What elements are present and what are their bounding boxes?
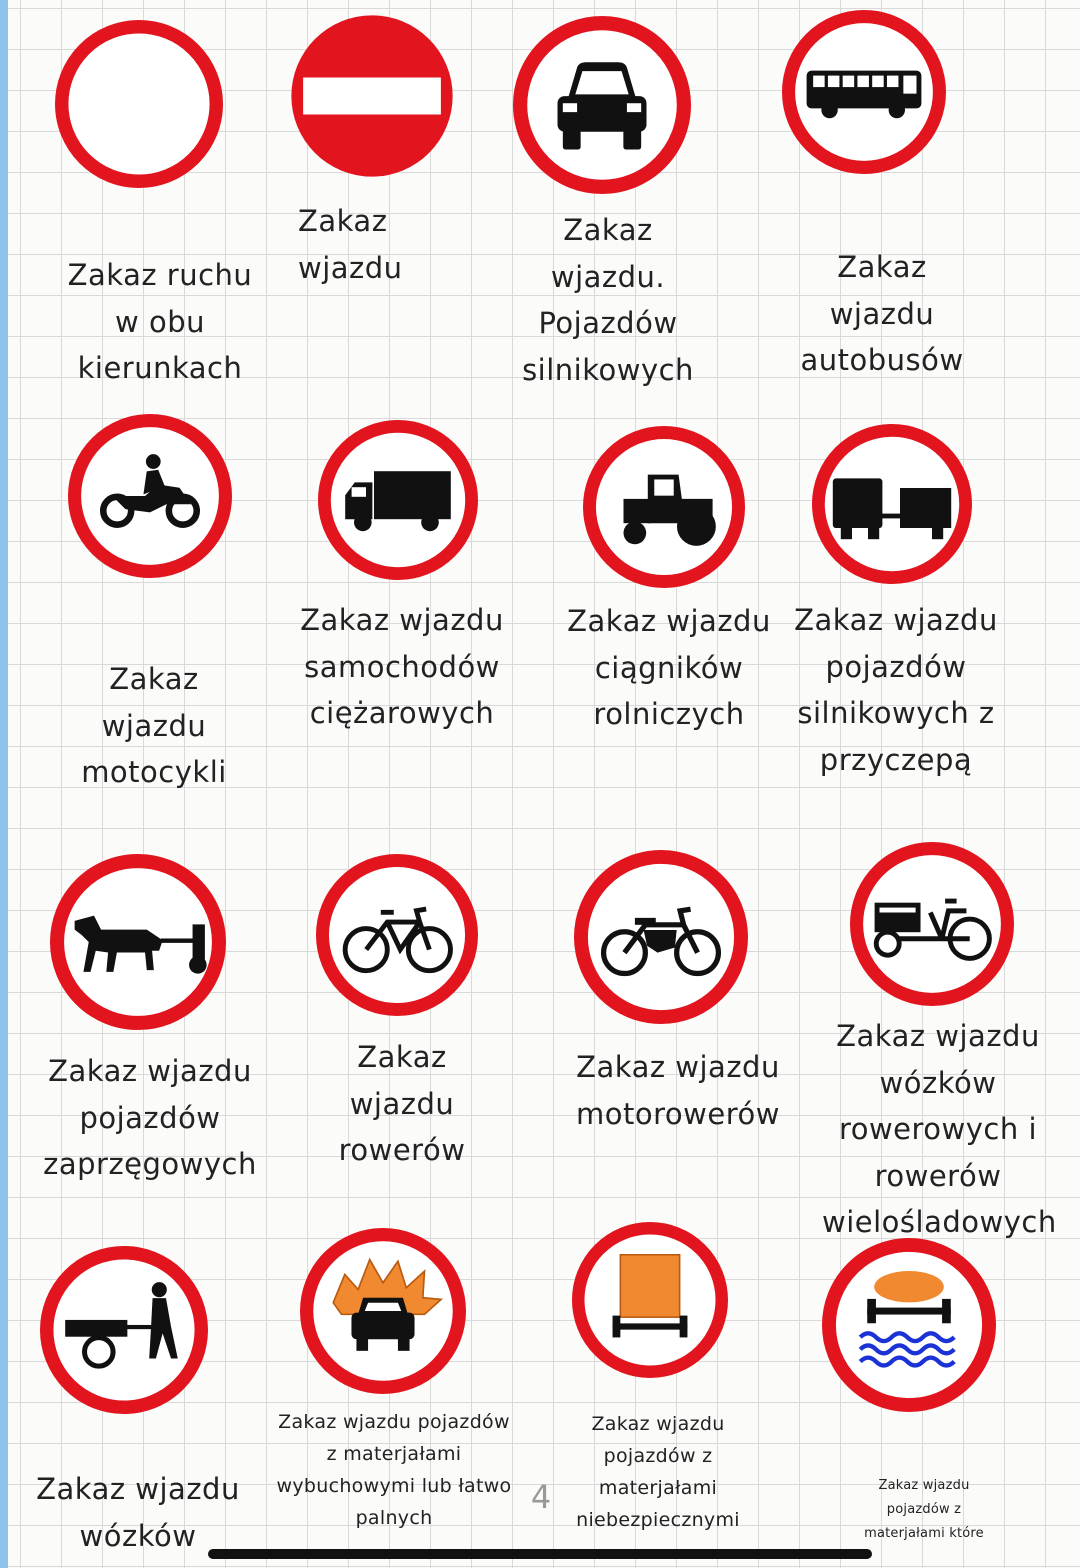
sign-caption: Zakaz wjazdu ciągników rolniczych: [567, 604, 771, 731]
sign-caption: Zakaz wjazdu motocykli: [81, 662, 227, 789]
motorcycle-icon: [68, 414, 232, 578]
home-indicator[interactable]: [208, 1549, 872, 1559]
sign-caption: Zakaz wjazdu motorowerów: [576, 1050, 780, 1131]
bicycle-icon: [316, 854, 478, 1016]
cargo-bike-icon: [850, 842, 1014, 1006]
car-icon: [513, 16, 691, 194]
sign-caption: Zakaz wjazdu pojazdów z materjałami wybuchowymi lub łatwo palnych: [276, 1411, 512, 1529]
car-with-trailer-icon: [812, 424, 972, 584]
sign-caption: Zakaz wjazdu samochodów ciężarowych: [300, 603, 504, 730]
sign-caption: Zakaz wjazdu. Pojazdów silnikowych: [522, 213, 694, 387]
horse-cart-icon: [50, 854, 226, 1030]
sign-caption: Zakaz wjazdu wózków rowerowych i rowerów wielośladowych: [822, 1019, 1057, 1239]
moped-icon: [574, 850, 748, 1024]
sign-caption: Zakaz wjazdu autobusów: [800, 250, 964, 377]
sign-caption: Zakaz wjazdu wózków: [36, 1472, 240, 1553]
page-number: 4: [530, 1478, 552, 1516]
sign-caption: Zakaz wjazdu pojazdów silnikowych z przyczepą: [794, 603, 998, 777]
no-entry-bar-icon: [288, 12, 456, 180]
page-edge: [0, 0, 8, 1568]
tractor-icon: [583, 426, 745, 588]
water-pollutant-vehicle-icon: [822, 1238, 996, 1412]
truck-icon: [318, 420, 478, 580]
handcart-icon: [40, 1246, 208, 1414]
sign-caption: Zakaz wjazdu pojazdów zaprzęgowych: [43, 1054, 257, 1181]
explosive-vehicle-icon: [300, 1228, 466, 1394]
sign-caption: Zakaz wjazdu rowerów: [338, 1040, 466, 1167]
sign-caption: Zakaz wjazdu pojazdów z materjałami niebezpiecznymi: [576, 1413, 740, 1531]
empty-circle-icon: [55, 20, 223, 188]
sign-caption: Zakaz ruchu w obu kierunkach: [67, 258, 253, 385]
sign-caption: Zakaz wjazdu pojazdów z materjałami które: [864, 1478, 984, 1541]
hazard-plate-vehicle-icon: [572, 1222, 728, 1378]
bus-icon: [782, 10, 946, 174]
sign-caption: Zakaz wjazdu: [298, 204, 403, 285]
